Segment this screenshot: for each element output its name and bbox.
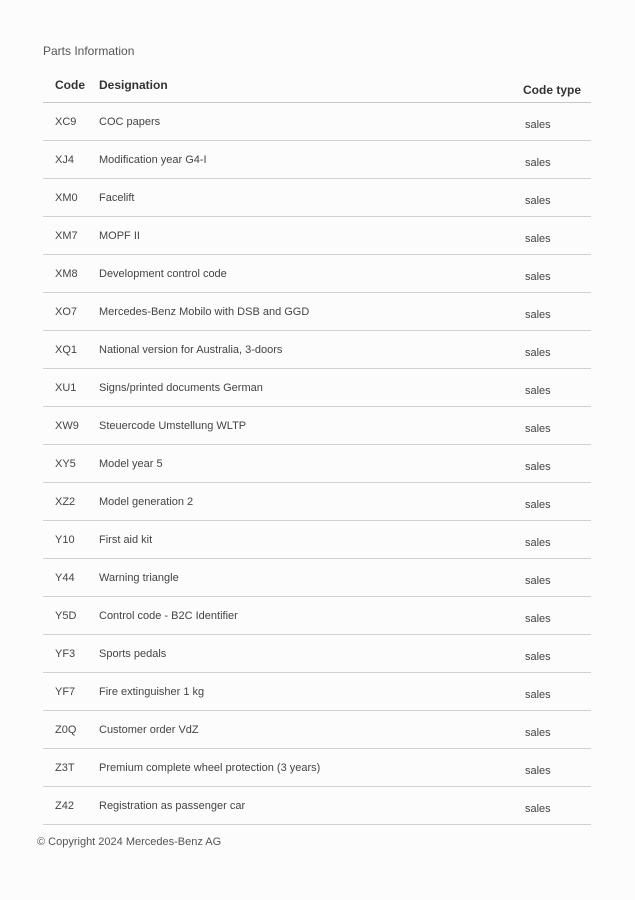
row-code-type: sales (525, 726, 551, 739)
header-code-type: Code type (523, 83, 582, 97)
row-code: Y44 (55, 571, 75, 584)
row-designation: Steuercode Umstellung WLTP (99, 419, 247, 432)
row-designation: National version for Australia, 3-doors (99, 343, 283, 356)
row-code-type: sales (525, 270, 551, 283)
row-code: XM0 (55, 191, 78, 204)
row-code: Z3T (55, 761, 75, 774)
row-code: XY5 (55, 457, 76, 470)
table-row (43, 255, 591, 293)
row-code-type: sales (525, 308, 551, 321)
row-designation: Facelift (99, 191, 135, 204)
row-designation: Control code - B2C Identifier (99, 609, 238, 622)
table-row (43, 597, 591, 635)
row-code-type: sales (525, 346, 551, 359)
row-designation: Mercedes-Benz Mobilo with DSB and GGD (99, 305, 310, 318)
section-title: Parts Information (43, 44, 135, 58)
row-code-type: sales (525, 536, 551, 549)
table-row (43, 483, 591, 521)
row-code: XM8 (55, 267, 78, 280)
row-code-type: sales (525, 688, 551, 701)
table-row (43, 179, 591, 217)
row-designation: Sports pedals (99, 647, 167, 660)
row-designation: MOPF II (99, 229, 140, 242)
row-designation: Modification year G4-I (99, 153, 207, 166)
table-row (43, 217, 591, 255)
row-designation: Premium complete wheel protection (3 years) (99, 761, 321, 774)
table-row (43, 293, 591, 331)
table-row (43, 711, 591, 749)
row-code: XU1 (55, 381, 77, 394)
row-code-type: sales (525, 574, 551, 587)
row-code: YF3 (55, 647, 76, 660)
row-code-type: sales (525, 194, 551, 207)
row-code-type: sales (525, 156, 551, 169)
table-row (43, 635, 591, 673)
row-designation: First aid kit (99, 533, 153, 546)
row-designation: Model generation 2 (99, 495, 194, 508)
table-row (43, 749, 591, 787)
row-code: XM7 (55, 229, 78, 242)
header-designation: Designation (99, 78, 168, 92)
row-code-type: sales (525, 422, 551, 435)
row-code-type: sales (525, 802, 551, 815)
row-code-type: sales (525, 460, 551, 473)
table-row (43, 787, 591, 825)
row-code: Y10 (55, 533, 75, 546)
row-code-type: sales (525, 764, 551, 777)
row-designation: Fire extinguisher 1 kg (99, 685, 205, 698)
copyright-footer: © Copyright 2024 Mercedes-Benz AG (37, 836, 222, 848)
row-code: Z42 (55, 799, 74, 812)
row-code-type: sales (525, 498, 551, 511)
row-designation: Customer order VdZ (99, 723, 199, 736)
row-code: XO7 (55, 305, 78, 318)
table-row (43, 141, 591, 179)
table-row (43, 407, 591, 445)
table-row (43, 369, 591, 407)
table-row (43, 673, 591, 711)
row-designation: Warning triangle (99, 571, 179, 584)
row-code: XJ4 (55, 153, 74, 166)
row-code: YF7 (55, 685, 76, 698)
table-header (43, 72, 591, 103)
row-code: XQ1 (55, 343, 78, 356)
row-code: XW9 (55, 419, 79, 432)
row-designation: COC papers (99, 115, 161, 128)
table-row (43, 521, 591, 559)
table-row (43, 559, 591, 597)
table-body (43, 103, 591, 825)
table-row (43, 103, 591, 141)
header-code: Code (55, 78, 85, 92)
row-code: XC9 (55, 115, 77, 128)
row-designation: Signs/printed documents German (99, 381, 263, 394)
row-code: Z0Q (55, 723, 77, 736)
table-row (43, 445, 591, 483)
row-code-type: sales (525, 118, 551, 131)
parts-table (43, 72, 591, 825)
row-designation: Registration as passenger car (99, 799, 246, 812)
row-code-type: sales (525, 612, 551, 625)
row-code: Y5D (55, 609, 77, 622)
row-designation: Development control code (99, 267, 227, 280)
table-row (43, 331, 591, 369)
row-code-type: sales (525, 384, 551, 397)
row-code-type: sales (525, 650, 551, 663)
row-code-type: sales (525, 232, 551, 245)
row-code: XZ2 (55, 495, 76, 508)
row-designation: Model year 5 (99, 457, 163, 470)
